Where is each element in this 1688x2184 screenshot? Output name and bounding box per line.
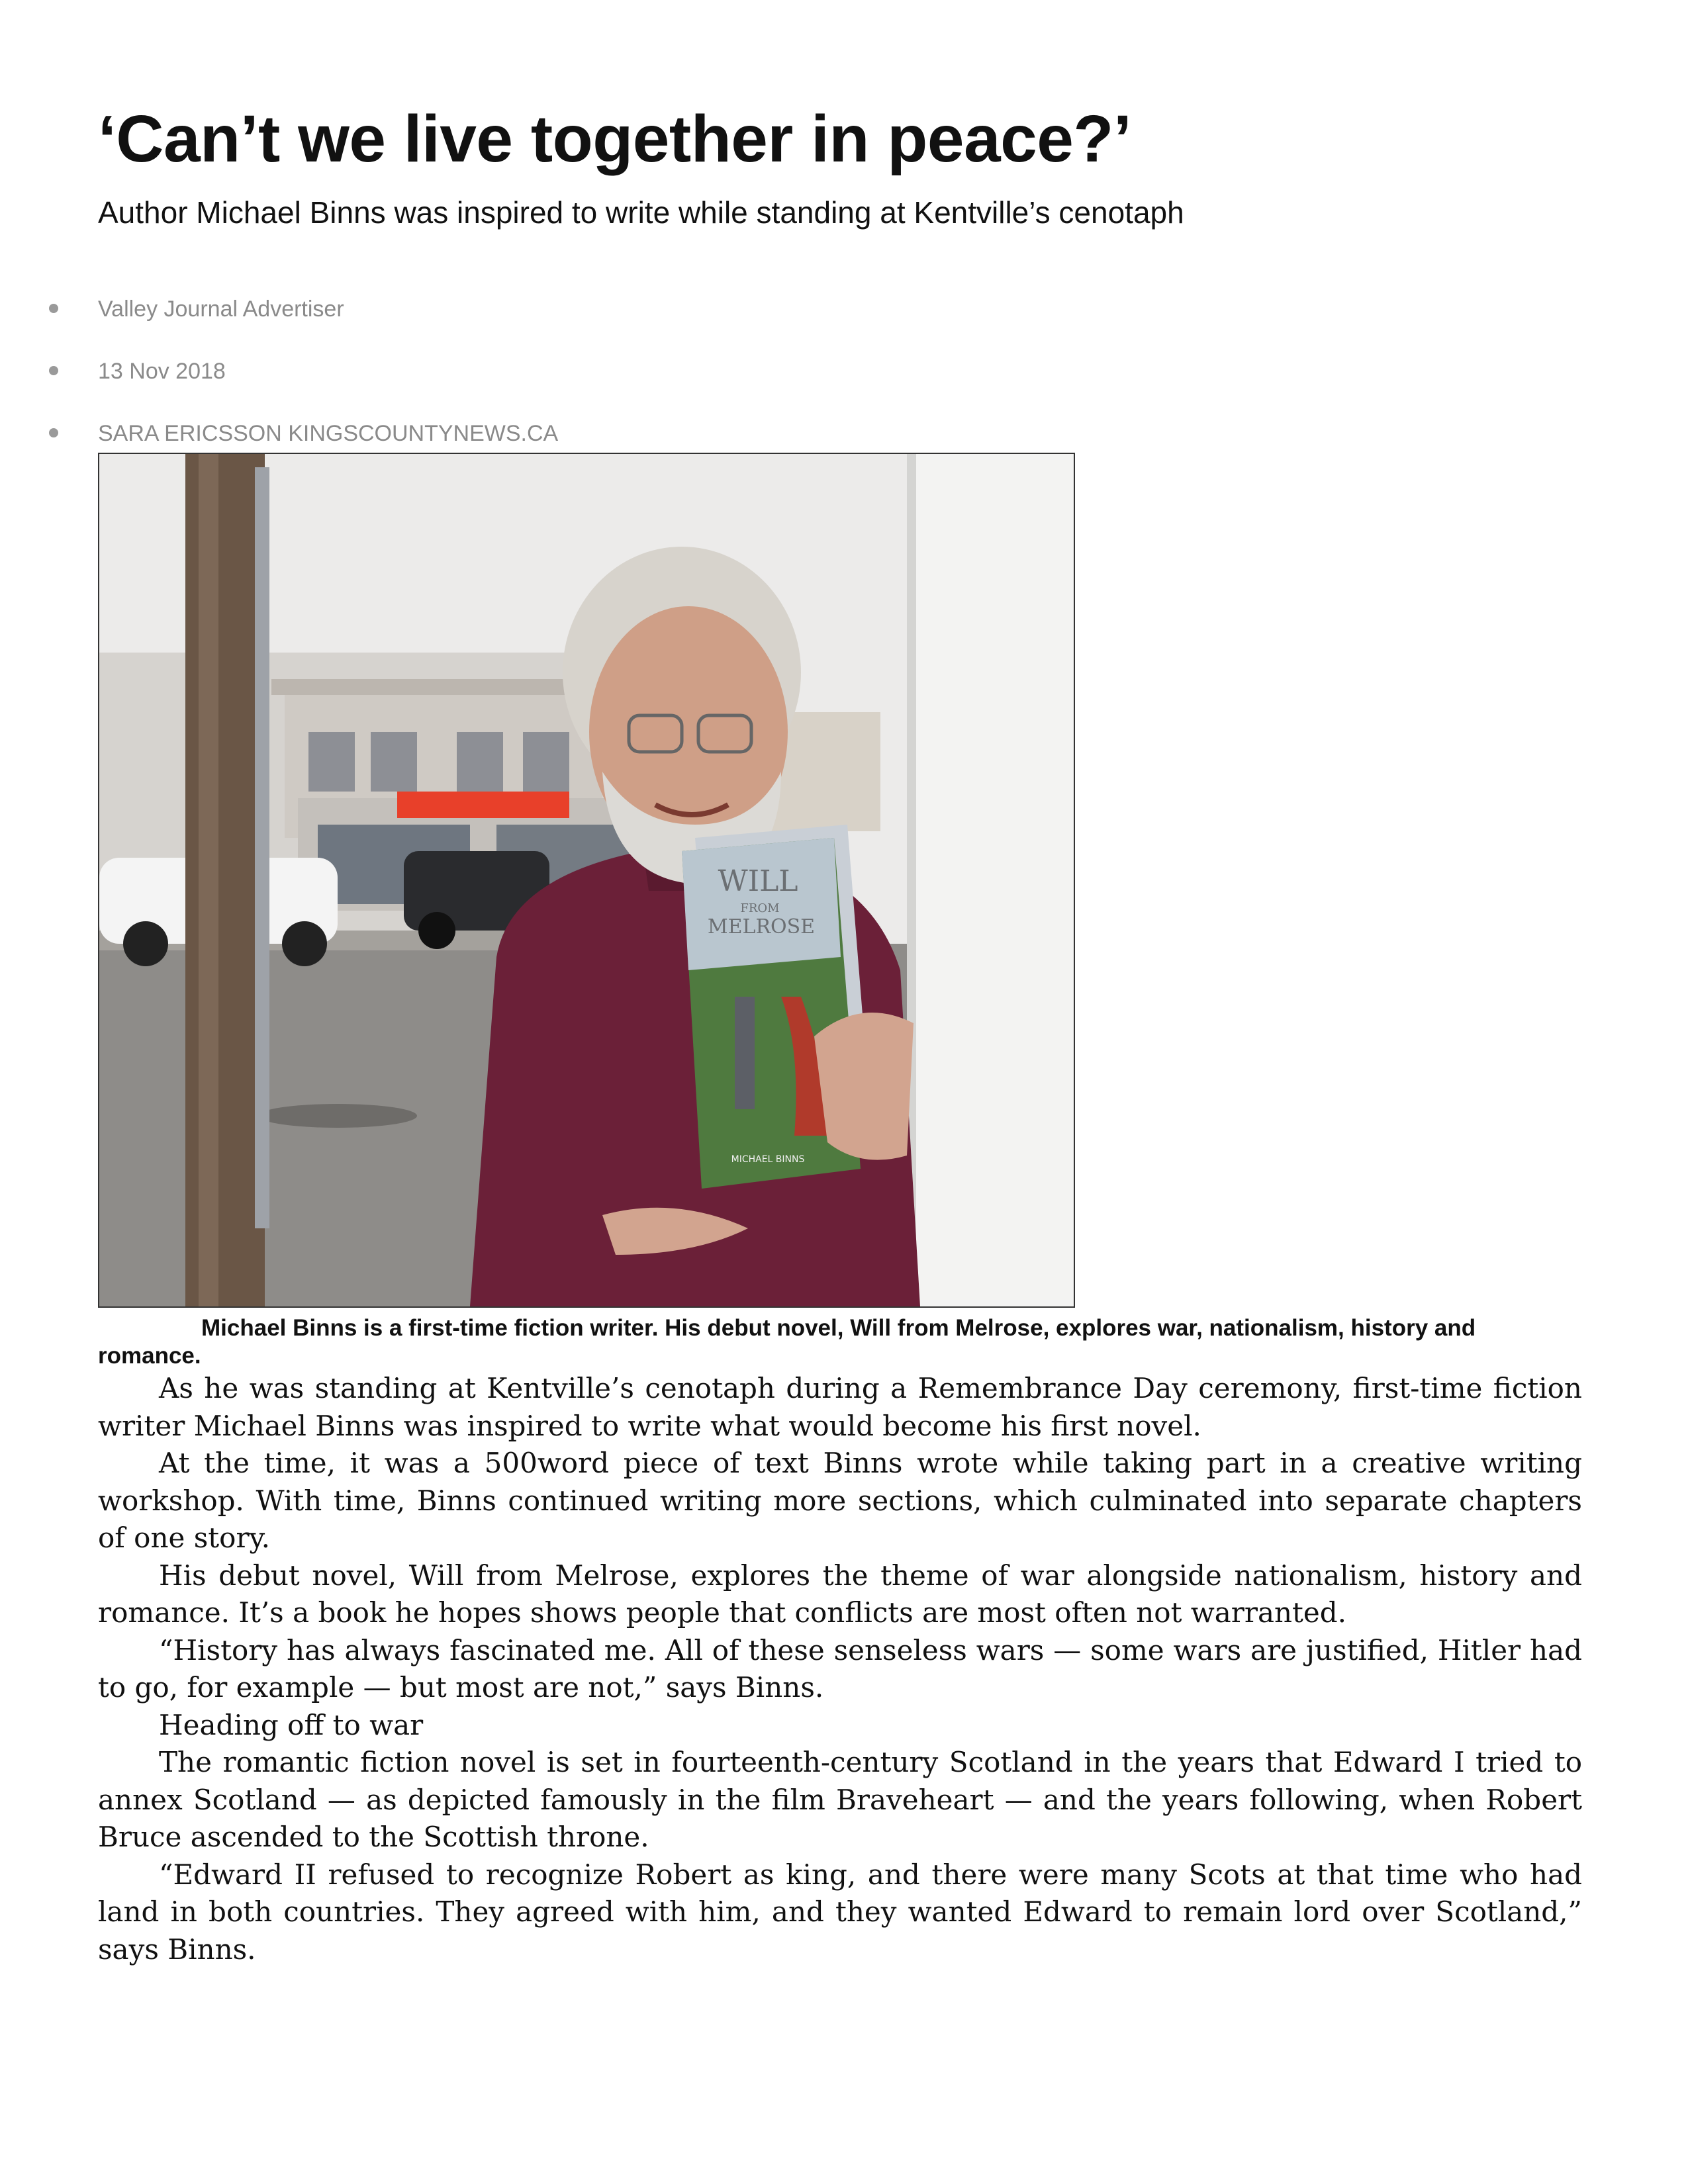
headline: ‘Can’t we live together in peace?’ (98, 102, 1132, 176)
article-photo (98, 453, 1075, 1308)
article-body (98, 1370, 1582, 1968)
man-right-hand (814, 1013, 914, 1160)
article-paragraph: “Edward II refused to recognize Robert as king, and there were many Scots at that time who had land in both countries. They agreed with him, and they wanted Edward to remain lord over Scotland,” says Binns. (98, 1858, 1582, 1966)
article-paragraph: As he was standing at Kentville’s cenotaph during a Remembrance Day ceremony, first-time fiction writer Michael Binns was inspired to write what would become his first novel. (98, 1372, 1582, 1442)
white-pillar (907, 454, 1074, 1306)
subheadline: Author Michael Binns was inspired to write while standing at Kentville’s cenotaph (98, 195, 1184, 230)
article-paragraph: His debut novel, Will from Melrose, explores the theme of war alongside nationalism, history and romance. It’s a book he hopes shows people that conflicts are most often not warranted. (98, 1559, 1582, 1629)
meta-item-date (40, 357, 558, 419)
bullet-icon (49, 366, 58, 375)
book-author: MICHAEL BINNS (731, 1154, 805, 1165)
book-title-line-2: FROM (740, 901, 780, 915)
article-paragraph: The romantic fiction novel is set in fourteenth-century Scotland in the years that Edward I tried to annex Scotland — as depicted famously in the film Braveheart — and the years following, when Robert Bruce ascended to the Scottish throne. (98, 1746, 1582, 1853)
bullet-icon (49, 428, 58, 437)
publication-name: Valley Journal Advertiser (98, 296, 344, 322)
meta-item-publication (40, 295, 558, 357)
section-subheading: Heading off to war (159, 1708, 424, 1741)
bullet-icon (49, 304, 58, 313)
utility-pole (185, 454, 265, 1306)
photo-caption: Michael Binns is a first-time fiction writer. His debut novel, Will from Melrose, explores war, nationalism, history and romance. (98, 1315, 1476, 1369)
publication-date: 13 Nov 2018 (98, 359, 226, 384)
book-title-line-3: MELROSE (707, 915, 816, 938)
article-paragraph: At the time, it was a 500word piece of text Binns wrote while taking part in a creative writing workshop. With time, Binns continued writing more sections, which culminated into separate chapters of one story. (98, 1447, 1582, 1554)
article-paragraph: “History has always fascinated me. All of these senseless wars — some wars are justified, Hitler had to go, for example — but most are not,” says Binns. (98, 1633, 1582, 1704)
byline: SARA ERICSSON KINGSCOUNTYNEWS.CA (98, 421, 559, 446)
book-title-line-1: WILL (718, 864, 798, 898)
